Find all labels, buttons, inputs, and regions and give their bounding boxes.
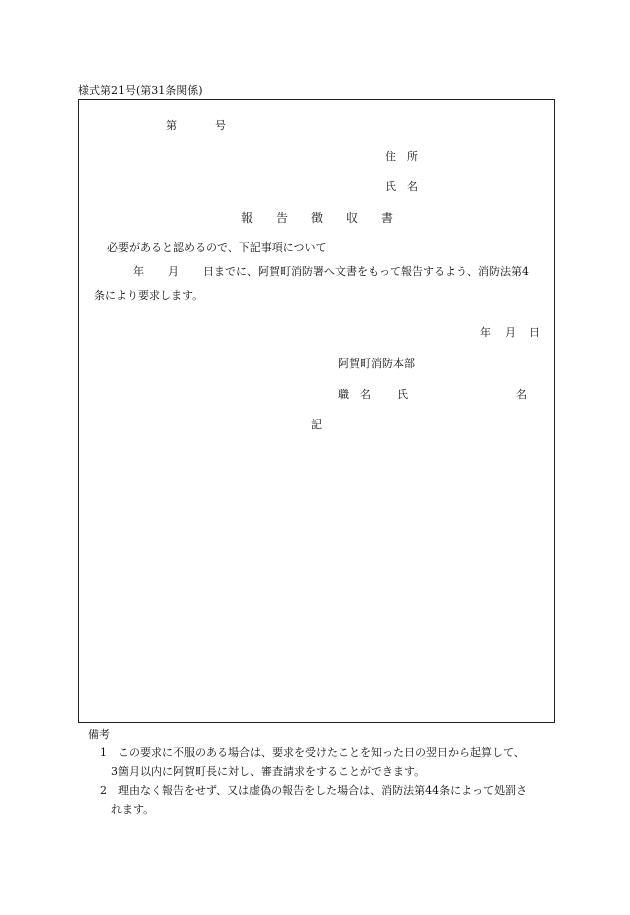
note-2-line-1: 理由なく報告をせず、又は虚偽の報告をした場合は、消防法第44条によって処罰さ [118, 784, 528, 797]
title-char-3: 徴 [311, 211, 324, 225]
note-2-number: 2 [100, 784, 107, 797]
address-label: 住 所 [385, 150, 418, 163]
note-1-line-2: 3箇月以内に阿賀町長に対し、審査請求をすることができます。 [111, 765, 426, 778]
ki-label: 記 [311, 418, 322, 431]
note-2-line-2: れます。 [111, 803, 155, 816]
doc-number-prefix: 第 [166, 119, 177, 132]
doc-number-suffix: 号 [215, 119, 226, 132]
issuer-org: 阿賀町消防本部 [338, 357, 415, 370]
date-day: 日 [529, 326, 540, 339]
name-label: 氏 名 [385, 180, 418, 193]
body-line-3: 条により要求します。 [94, 289, 204, 302]
form-number: 様式第21号(第31条関係) [78, 84, 203, 97]
issuer-name-label: 氏 [397, 388, 408, 401]
note-1-line-1: この要求に不服のある場合は、要求を受けたことを知った日の翌日から起算して、 [118, 746, 525, 759]
note-1-number: 1 [100, 746, 107, 759]
issuer-name-end: 名 [516, 388, 527, 401]
date-year: 年 [480, 326, 491, 339]
notes-heading: 備考 [88, 728, 110, 741]
title-char-1: 報 [241, 211, 254, 225]
title-char-5: 書 [381, 211, 394, 225]
issuer-title: 職 名 [338, 388, 371, 401]
body-year: 年 [133, 265, 144, 278]
date-month: 月 [505, 326, 516, 339]
document-frame [78, 99, 555, 723]
body-line-2: 日までに、阿賀町消防署へ文書をもって報告するよう、消防法第4 [203, 265, 529, 278]
title-char-2: 告 [276, 211, 289, 225]
body-line-1: 必要があると認めるので、下記事項について [107, 241, 327, 254]
body-month: 月 [168, 265, 179, 278]
title-char-4: 収 [346, 211, 359, 225]
